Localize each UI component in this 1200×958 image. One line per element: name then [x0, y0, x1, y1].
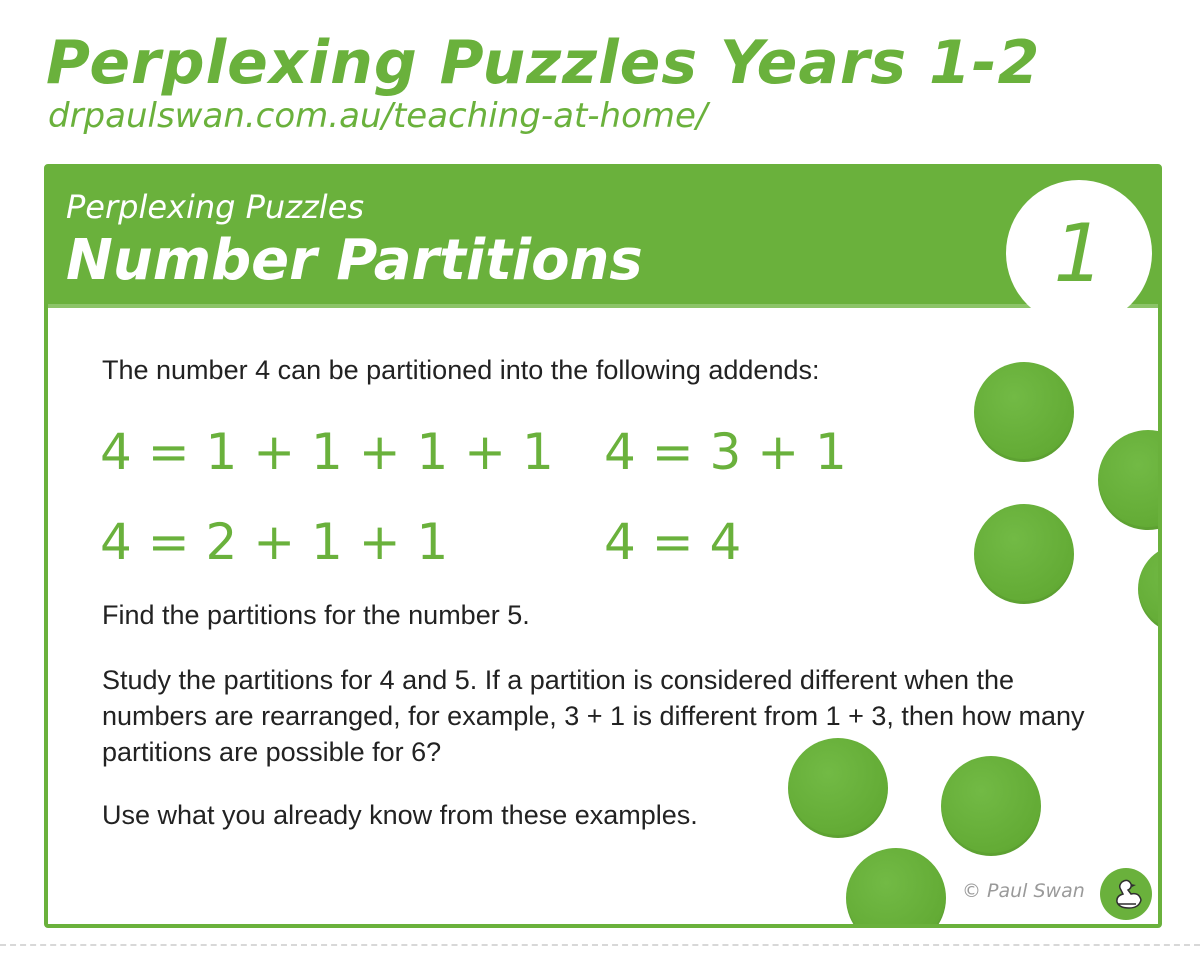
page-url: drpaulswan.com.au/teaching-at-home/ — [48, 96, 708, 136]
equation-3: 4 = 2 + 1 + 1 — [100, 513, 449, 571]
decorative-counter-dot — [1098, 430, 1162, 530]
puzzle-number-badge: 1 — [1006, 180, 1152, 326]
decorative-counter-dot — [788, 738, 888, 838]
decorative-counter-dot — [1138, 544, 1162, 634]
study-instruction: Study the partitions for 4 and 5. If a partition is considered different when the numbers are rearranged, for example, 3 + 1 is different from 1 + 3, then how many partitions are possible for 6? — [102, 665, 1085, 767]
decorative-counter-dot — [941, 756, 1041, 856]
duck-logo-icon-graphic — [1100, 868, 1152, 920]
page-title: Perplexing Puzzles Years 1-2 — [46, 28, 1041, 98]
page-divider — [0, 944, 1200, 946]
use-instruction: Use what you already know from these examples. — [102, 800, 698, 830]
decorative-counter-dot — [974, 504, 1074, 604]
decorative-counter-dot — [974, 362, 1074, 462]
card-subtitle: Perplexing Puzzles — [66, 188, 365, 226]
equation-4: 4 = 4 — [604, 513, 742, 571]
puzzle-card — [44, 164, 1162, 928]
copyright-text: © Paul Swan — [962, 880, 1085, 902]
decorative-counter-dot — [846, 848, 946, 928]
card-header — [48, 168, 1158, 308]
equation-2: 4 = 3 + 1 — [604, 423, 847, 481]
find-instruction: Find the partitions for the number 5. — [102, 600, 530, 630]
intro-text: The number 4 can be partitioned into the following addends: — [102, 355, 820, 385]
card-title: Number Partitions — [66, 228, 643, 293]
equation-1: 4 = 1 + 1 + 1 + 1 — [100, 423, 554, 481]
duck-logo-icon — [1100, 868, 1152, 920]
